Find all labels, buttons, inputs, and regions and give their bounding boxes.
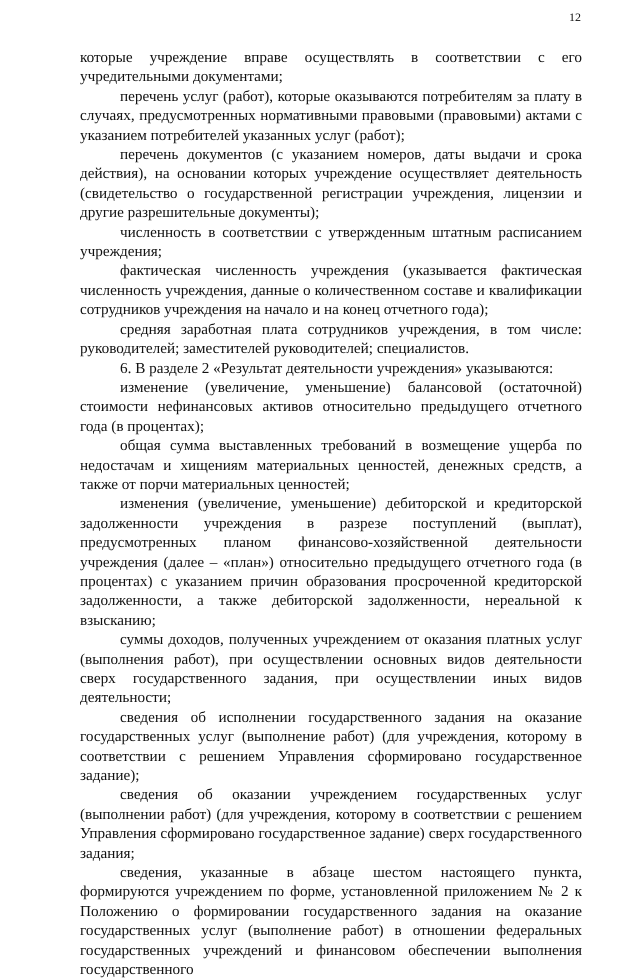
paragraph: средняя заработная плата сотрудников учреждения, в том числе: руководителей; заместителей руководителей; специалистов. (80, 320, 582, 358)
paragraph: общая сумма выставленных требований в возмещение ущерба по недостачам и хищениям материальных ценностей, денежных средств, а также от порчи материальных ценностей; (80, 437, 582, 493)
paragraph: суммы доходов, полученных учреждением от оказания платных услуг (выполнения работ), при осуществлении основных видов деятельности сверх государственного задания, при осуществлении иных видов деятельности; (80, 631, 582, 707)
paragraph: изменения (увеличение, уменьшение) дебиторской и кредиторской задолженности учреждения в разрезе поступлений (выплат), предусмотренных планом финансово-хозяйственной деятельности учреждения (далее – «план») относительно предыдущего отчетного года (в процентах) с указанием причин образования просроченной кредиторской задолженности, а также дебиторской задолженности, нереальной к взысканию; (80, 495, 582, 629)
paragraph: сведения об оказании учреждением государственных услуг (выполнении работ) (для учреждения, которому в соответствии с решением Управления сформировано государственное задание) сверх государственного задания; (80, 786, 582, 862)
paragraph: фактическая численность учреждения (указывается фактическая численность учреждения, данные о количественном составе и квалификации сотрудников учреждения на начало и на конец отчетного года); (80, 262, 582, 319)
paragraph: изменение (увеличение, уменьшение) балансовой (остаточной) стоимости нефинансовых активов относительно предыдущего отчетного года (в процентах); (80, 378, 582, 435)
paragraph: сведения, указанные в абзаце шестом настоящего пункта, формируются учреждением по форме, установленной приложением № 2 к Положению о формировании государственного задания на оказание государственных услуг (выполнение работ) в отношении федеральных государственных учреждений и финансовом обеспечении выполнения государственного (80, 864, 582, 979)
paragraph: перечень документов (с указанием номеров, даты выдачи и срока действия), на основании которых учреждение осуществляет деятельность (свидетельство о государственной регистрации учреждения, лицензии и другие разрешительные документы); (80, 146, 582, 222)
paragraph: сведения об исполнении государственного задания на оказание государственных услуг (выполнение работ) (для учреждения, которому в соответствии с решением Управления сформировано государственное задание); (80, 708, 582, 785)
page-number: 12 (569, 10, 581, 24)
paragraph-continuation: которые учреждение вправе осуществлять в соответствии с его учредительными документами; (80, 49, 582, 86)
paragraph: численность в соответствии с утвержденным штатным расписанием учреждения; (80, 223, 582, 261)
paragraph: перечень услуг (работ), которые оказываются потребителям за плату в случаях, предусмотренных нормативными правовыми (правовыми) актами с указанием потребителей указанных услуг (работ); (80, 87, 582, 144)
section-heading-paragraph: 6. В разделе 2 «Результат деятельности учреждения» указываются: (120, 359, 554, 377)
document-body (80, 48, 582, 980)
